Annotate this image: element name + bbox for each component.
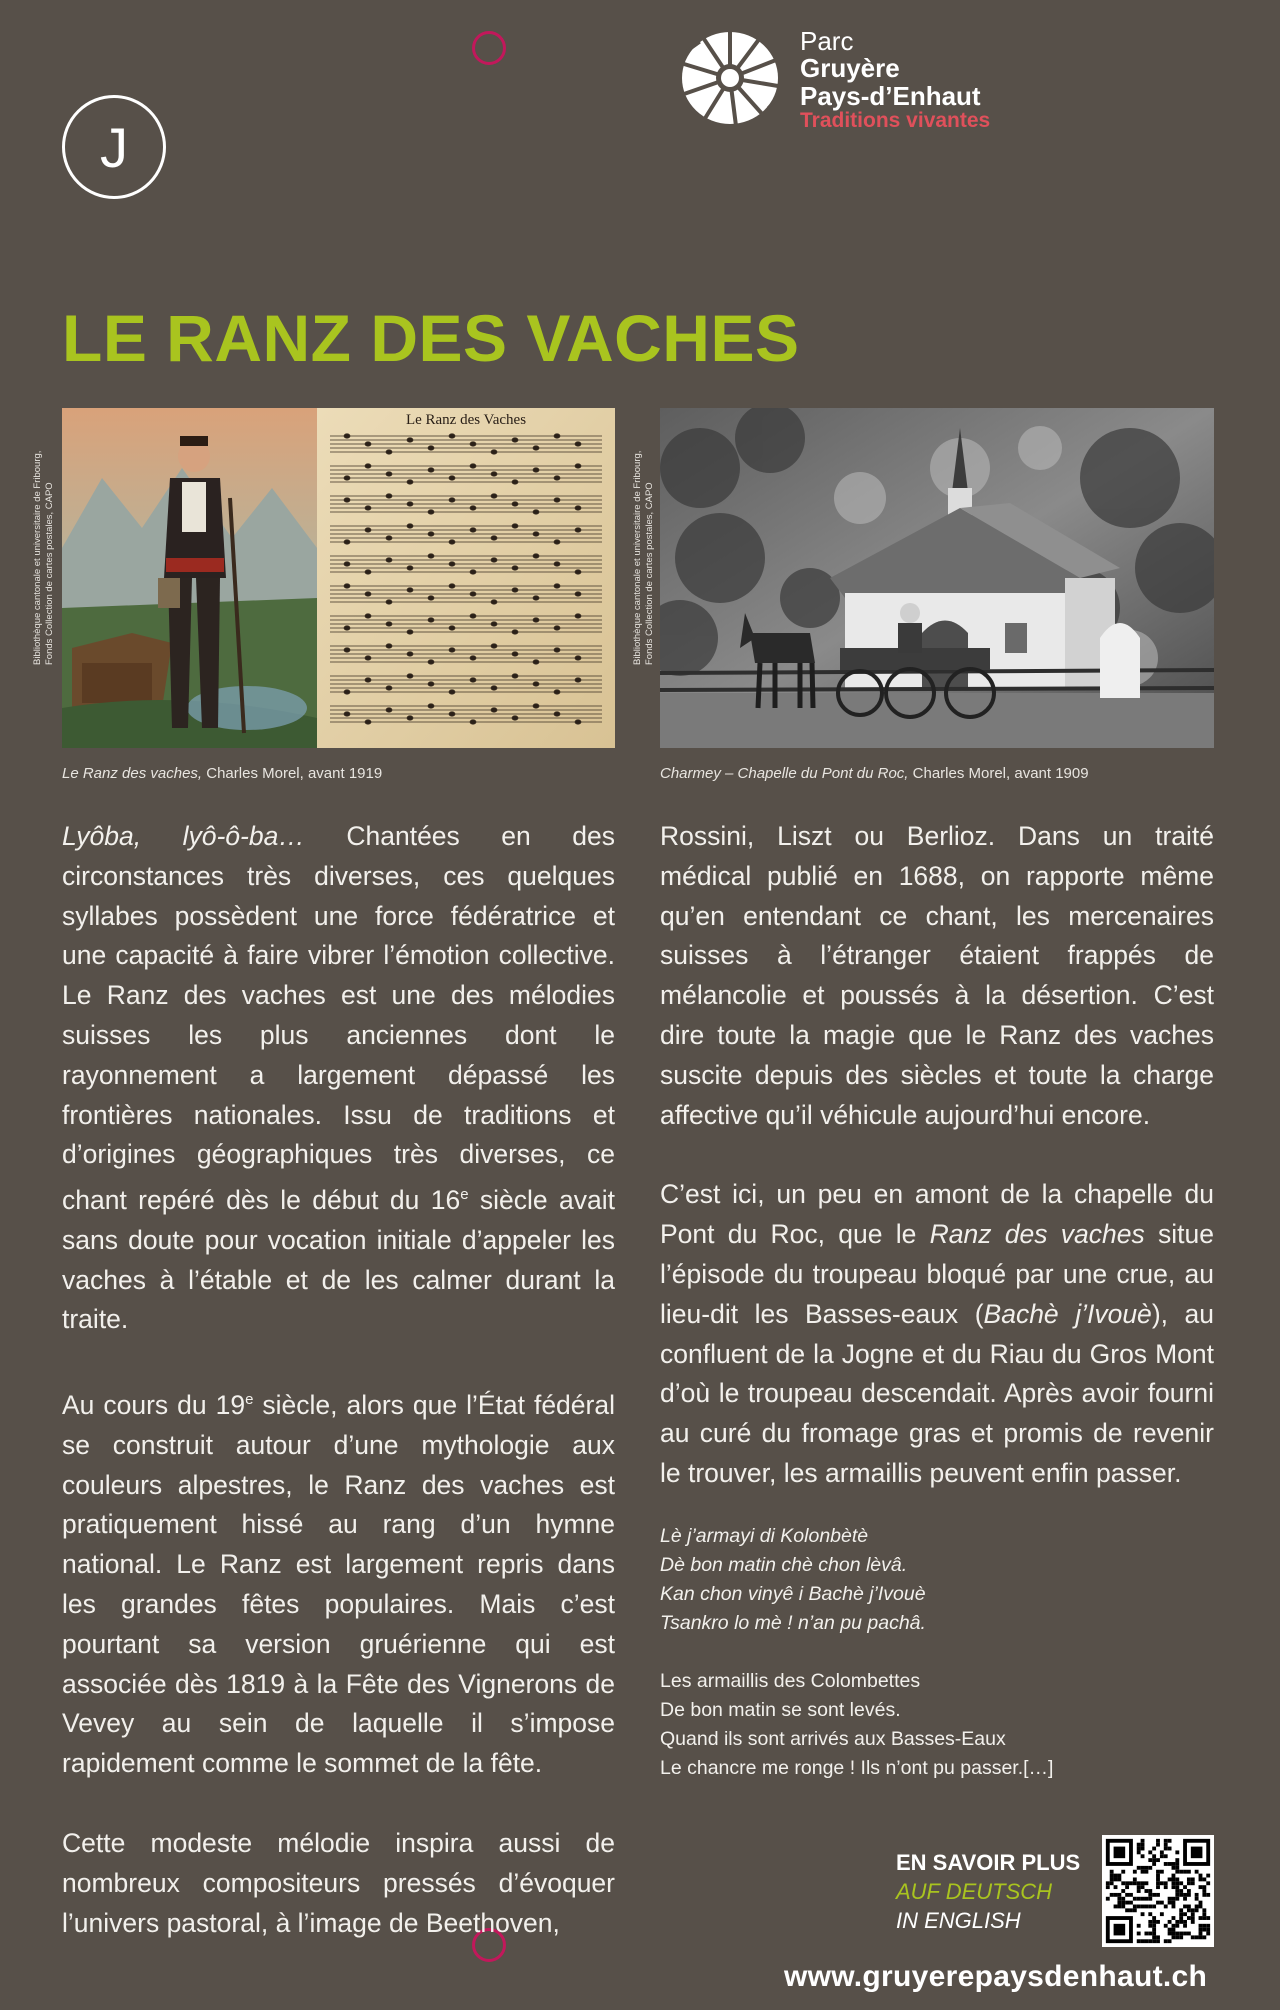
score-note — [533, 660, 539, 664]
score-note — [407, 630, 413, 634]
qr-code[interactable] — [1102, 1835, 1214, 1947]
score-note — [491, 558, 497, 562]
score-note — [449, 434, 455, 438]
score-note — [344, 498, 350, 502]
score-note — [428, 618, 434, 622]
score-note — [470, 678, 476, 682]
score-note — [470, 656, 476, 660]
score-note — [533, 532, 539, 536]
score-note — [386, 622, 392, 626]
park-logo — [680, 28, 1020, 132]
score-note — [575, 528, 581, 532]
more-info-block — [896, 1848, 1080, 1935]
website-url[interactable]: www.gruyerepaysdenhaut.ch — [784, 1960, 1208, 1993]
score-note — [491, 494, 497, 498]
score-note — [344, 434, 350, 438]
score-note — [449, 690, 455, 694]
score-note — [344, 712, 350, 716]
score-note — [512, 524, 518, 528]
score-note — [554, 690, 560, 694]
score-note — [449, 648, 455, 652]
score-note — [554, 562, 560, 566]
score-note — [365, 464, 371, 468]
score-note — [365, 528, 371, 532]
registration-mark-top — [472, 31, 506, 65]
score-note — [533, 682, 539, 686]
score-note — [386, 708, 392, 712]
score-note — [512, 674, 518, 678]
score-note — [365, 592, 371, 596]
score-note — [575, 570, 581, 574]
photo-chapelle-pont-du-roc — [660, 408, 1214, 748]
score-note — [407, 566, 413, 570]
score-note — [428, 510, 434, 514]
score-note — [533, 510, 539, 514]
score-note — [554, 584, 560, 588]
score-note — [449, 498, 455, 502]
logo-name-line2: Pays-d’Enhaut — [800, 80, 981, 111]
score-note — [512, 652, 518, 656]
paragraph-pont-du-roc: C’est ici, un peu en amont de la chapelle du Pont du Roc, que le Ranz des vaches situe l’épisode du troupeau bloqué par une crue, au lieu-dit les Basses-eaux (Bachè j’Ivouè), au confluent de la Jogne et du Riau du Gros Mont d’où le troupeau descendait. Après avoir fourni au curé du fromage gras et promis de revenir le trouver, les armaillis peuvent enfin passer. — [660, 1179, 1215, 1488]
score-note — [428, 446, 434, 450]
score-note — [533, 554, 539, 558]
score-note — [407, 524, 413, 528]
park-logo-emblem-icon — [680, 28, 784, 128]
score-note — [491, 708, 497, 712]
photo-credit-right: Bibliothèque cantonale et universitaire de Fribourg, Fonds Collection de cartes postales, CAPO — [632, 450, 655, 665]
score-note — [449, 712, 455, 716]
body-column-left — [62, 817, 615, 1983]
score-note — [512, 630, 518, 634]
score-note — [407, 716, 413, 720]
paragraph-19th-century: Au cours du 19e siècle, alors que l’État fédéral se construit autour d’une mythologie aux couleurs alpestres, le Ranz des vaches est pratiquement hissé au rang d’un hymne national. Le Ranz est largement repris dans les grandes fêtes populaires. Mais c’est pourtant sa version gruérienne qui est associée dès 1819 à la Fête des Vignerons de Vevey au sein de laquelle il s’impose rapidement comme le sommet de la fête. — [62, 1390, 615, 1779]
score-note — [428, 468, 434, 472]
score-note — [575, 592, 581, 596]
score-note — [386, 558, 392, 562]
score-note — [533, 446, 539, 450]
score-note — [428, 596, 434, 600]
score-note — [365, 678, 371, 682]
score-note — [512, 502, 518, 506]
score-note — [344, 562, 350, 566]
score-note — [386, 644, 392, 648]
score-note — [407, 588, 413, 592]
score-note — [575, 506, 581, 510]
score-note — [428, 682, 434, 686]
logo-name-line1: Gruyère — [800, 53, 900, 84]
score-note — [386, 494, 392, 498]
score-note — [533, 468, 539, 472]
score-title: Le Ranz des Vaches — [405, 412, 527, 428]
score-note — [407, 674, 413, 678]
score-note — [554, 540, 560, 544]
song-french: Les armaillis des Colombettes De bon matin se sont levés. Quand ils sont arrivés aux Basses-Eaux Le chancre me ronge ! Ils n’ont pu passer.[…] — [660, 1670, 1054, 1779]
score-note — [365, 442, 371, 446]
score-note — [386, 686, 392, 690]
score-note — [470, 528, 476, 532]
score-note — [428, 554, 434, 558]
score-note — [407, 480, 413, 484]
song-patois: Lè j’armayi di Kolonbètè Dè bon matin chè chon lèvâ. Kan chon vinyê i Bachè j’Ivouè Tsankro lo mè ! n’an pu pachâ. — [660, 1525, 926, 1634]
score-note — [491, 536, 497, 540]
score-note — [491, 472, 497, 476]
score-note — [386, 600, 392, 604]
score-note — [365, 506, 371, 510]
score-note — [554, 434, 560, 438]
score-note — [533, 618, 539, 622]
score-note — [512, 716, 518, 720]
score-note — [470, 614, 476, 618]
score-note — [365, 656, 371, 660]
paragraph-intro: Lyôba, lyô-ô-ba… Chantées en des circonstances très diverses, ces quelques syllabes possèdent une force fédératrice et une capacité à faire vibrer l’émotion collective. Le Ranz des vaches est une des mélodies suisses les plus anciennes dont le rayonnement a largement dépassé les frontières nationales. Issu de traditions et d’origines géographiques très diverses, ce chant repéré dès le début du 16e siècle avait sans doute pour vocation initiale d’appeler les vaches à l’étable et de les calmer durant la traite. — [62, 821, 616, 1335]
score-note — [554, 626, 560, 630]
score-note — [470, 570, 476, 574]
score-note — [554, 476, 560, 480]
score-note — [407, 502, 413, 506]
score-note — [344, 648, 350, 652]
score-note — [428, 704, 434, 708]
score-note — [491, 600, 497, 604]
score-note — [470, 442, 476, 446]
score-note — [491, 686, 497, 690]
score-note — [449, 626, 455, 630]
panel-letter-badge: J — [62, 95, 166, 199]
score-note — [554, 712, 560, 716]
score-note — [575, 678, 581, 682]
score-note — [554, 498, 560, 502]
score-note — [407, 438, 413, 442]
link-auf-deutsch[interactable]: AUF DEUTSCH — [896, 1879, 1053, 1904]
score-note — [575, 464, 581, 468]
score-note — [449, 540, 455, 544]
score-note — [428, 532, 434, 536]
score-note — [386, 536, 392, 540]
score-note — [470, 464, 476, 468]
photo-credit-left: Bibliothèque cantonale et universitaire de Fribourg, Fonds Collection de cartes postales, CAPO — [32, 450, 55, 665]
score-note — [575, 656, 581, 660]
score-note — [575, 720, 581, 724]
score-note — [407, 652, 413, 656]
link-in-english[interactable]: IN ENGLISH — [896, 1908, 1021, 1933]
score-note — [449, 584, 455, 588]
score-note — [512, 588, 518, 592]
song-excerpt — [660, 1522, 1053, 1812]
score-note — [491, 450, 497, 454]
link-en-savoir-plus[interactable]: EN SAVOIR PLUS — [896, 1850, 1081, 1875]
score-note — [449, 476, 455, 480]
score-note — [512, 480, 518, 484]
score-note — [365, 720, 371, 724]
score-note — [491, 622, 497, 626]
score-note — [344, 690, 350, 694]
score-note — [533, 704, 539, 708]
logo-tagline: Traditions vivantes — [800, 108, 991, 132]
score-note — [449, 562, 455, 566]
score-note — [365, 570, 371, 574]
caption-right: Charmey – Chapelle du Pont du Roc, Charles Morel, avant 1909 — [660, 765, 1089, 782]
logo-parc: Parc — [800, 26, 854, 56]
score-note — [344, 626, 350, 630]
paragraph-composers: Cette modeste mélodie inspira aussi de nombreux compositeurs pressés d’évoquer l’univers pastoral, à l’image de Beethoven, — [62, 1827, 615, 1938]
score-note — [533, 596, 539, 600]
score-note — [386, 472, 392, 476]
score-note — [344, 584, 350, 588]
postcard-ranz-des-vaches — [62, 408, 615, 748]
score-note — [386, 450, 392, 454]
page-title: LE RANZ DES VACHES — [62, 301, 800, 375]
qr-code-icon — [1102, 1835, 1214, 1947]
caption-left: Le Ranz des vaches, Charles Morel, avant 1919 — [62, 765, 383, 782]
score-note — [428, 660, 434, 664]
score-note — [470, 720, 476, 724]
score-note — [512, 438, 518, 442]
score-note — [344, 540, 350, 544]
score-note — [575, 614, 581, 618]
score-note — [344, 476, 350, 480]
score-note — [575, 442, 581, 446]
score-note — [365, 614, 371, 618]
body-column-right — [660, 817, 1214, 1534]
score-note — [512, 566, 518, 570]
score-note — [554, 648, 560, 652]
paragraph-medical-treatise: Rossini, Liszt ou Berlioz. Dans un traité médical publié en 1688, on rapporte même qu’en entendant ce chant, les mercenaires suisses à l’étranger étaient frappés de mélancolie et poussés à la désertion. C’est dire toute la magie que le Ranz des vaches suscite depuis des siècles et toute la charge affective qu’il véhicule aujourd’hui encore. — [660, 821, 1214, 1130]
score-note — [491, 644, 497, 648]
score-note — [470, 592, 476, 596]
score-note — [470, 506, 476, 510]
